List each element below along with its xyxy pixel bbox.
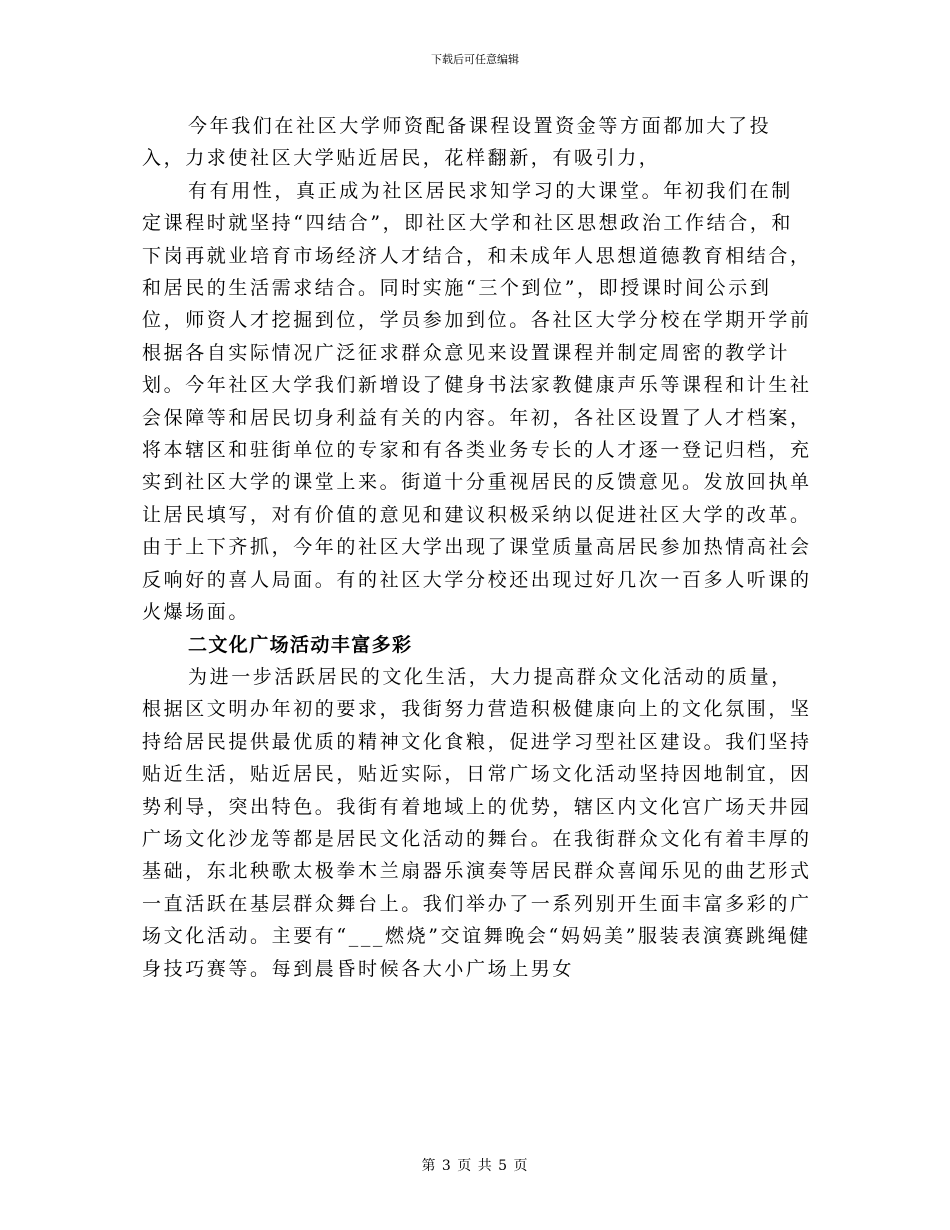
page-header: 下载后可任意编辑 — [431, 53, 519, 66]
page-footer: 第 3 页 共 5 页 — [421, 1158, 529, 1174]
document-body — [142, 110, 812, 985]
paragraph-cultural-plaza: 为进一步活跃居民的文化生活，大力提高群众文化活动的质量，根据区文明办年初的要求，我街努力营造积极健康向上的文化氛围，坚持给居民提供最优质的精神文化食粮，促进学习型社区建设。我们坚持贴近生活，贴近居民，贴近实际，日常广场文化活动坚持因地制宜，因势利导，突出特色。我街有着地域上的优势，辖区内文化宫广场天井园广场文化沙龙等都是居民文化活动的舞台。在我街群众文化有着丰厚的基础，东北秧歌太极拳木兰扇器乐演奏等居民群众喜闻乐见的曲艺形式一直活跃在基层群众舞台上。我们举办了一系列别开生面丰富多彩的广场文化活动。主要有“___燃烧”交谊舞晚会“妈妈美”服装表演赛跳绳健身技巧赛等。每到晨昏时候各大小广场上男女 — [142, 665, 812, 980]
paragraph-intro: 今年我们在社区大学师资配备课程设置资金等方面都加大了投入，力求使社区大学贴近居民，花样翻新，有吸引力， — [142, 115, 772, 170]
section-heading: 二文化广场活动丰富多彩 — [188, 633, 413, 656]
paragraph-community-college: 有有用性，真正成为社区居民求知学习的大课堂。年初我们在制定课程时就坚持“四结合”，即社区大学和社区思想政治工作结合，和下岗再就业培育市场经济人才结合，和未成年人思想道德教育相结合，和居民的生活需求结合。同时实施“三个到位”，即授课时间公示到位，师资人才挖掘到位，学员参加到位。各社区大学分校在学期开学前根据各自实际情况广泛征求群众意见来设置课程并制定周密的教学计划。今年社区大学我们新增设了健身书法家教健康声乐等课程和计生社会保障等和居民切身利益有关的内容。年初，各社区设置了人才档案，将本辖区和驻街单位的专家和有各类业务专长的人才逐一登记归档，充实到社区大学的课堂上来。街道十分重视居民的反馈意见。发放回执单让居民填写，对有价值的意见和建议积极采纳以促进社区大学的改革。由于上下齐抓，今年的社区大学出现了课堂质量高居民参加热情高社会反响好的喜人局面。有的社区大学分校还出现过好几次一百多人听课的火爆场面。 — [142, 179, 812, 624]
